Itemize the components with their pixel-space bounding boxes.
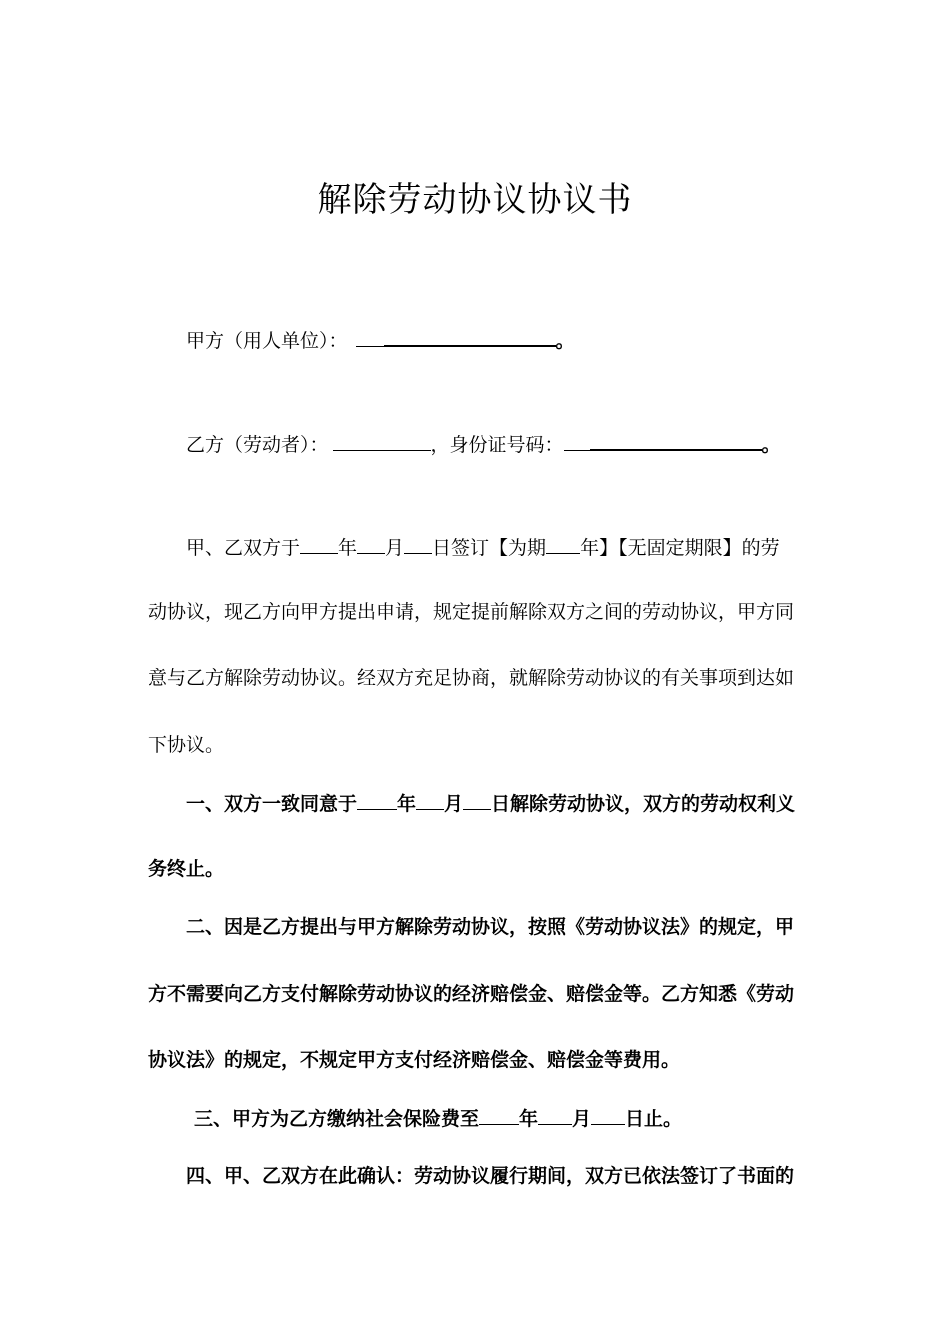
intro-month-blank — [357, 535, 385, 554]
clause-1-year-blank — [357, 791, 397, 810]
intro-line-4: 下协议。 — [148, 734, 225, 756]
party-b-name-blank — [333, 432, 431, 451]
clause-1-line-1: 一、双方一致同意于 年 月 日解除劳动协议，双方的劳动权利义 — [186, 793, 796, 815]
party-a-name-blank — [384, 327, 556, 347]
party-b-id-label: ，身份证号码： — [430, 434, 564, 456]
party-b-id-blank-short — [564, 432, 590, 451]
party-a-line: 甲方（用人单位）： 。 — [186, 327, 575, 353]
clause-3-month-blank — [538, 1106, 572, 1125]
clause-4-line-1: 四、甲、乙双方在此确认：劳动协议履行期间，双方已依法签订了书面的 — [186, 1165, 795, 1187]
document-title: 解除劳动协议协议书 — [317, 180, 633, 220]
intro-line-2: 动协议，现乙方向甲方提出申请，规定提前解除双方之间的劳动协议，甲方同 — [148, 601, 795, 623]
intro-line-1: 甲、乙双方于 年 月 日签订【为期 年】【无固定期限】的劳 — [186, 537, 780, 559]
clause-1-day-blank — [463, 791, 491, 810]
clause-1-month-blank — [416, 791, 444, 810]
intro-day-blank — [404, 535, 432, 554]
clause-3-day-blank — [591, 1106, 625, 1125]
party-a-blank-short — [356, 328, 384, 347]
intro-year-blank — [300, 535, 338, 554]
party-b-id-blank — [590, 431, 762, 451]
clause-2-line-1: 二、因是乙方提出与甲方解除劳动协议，按照《劳动协议法》的规定，甲 — [186, 916, 795, 938]
clause-2-line-3: 协议法》的规定，不规定甲方支付经济赔偿金、赔偿金等费用。 — [148, 1049, 681, 1071]
clause-1-line-2: 务终止。 — [148, 858, 225, 880]
clause-2-line-2: 方不需要向乙方支付解除劳动协议的经济赔偿金、赔偿金等。乙方知悉《劳动 — [148, 983, 795, 1005]
clause-3-line: 三、甲方为乙方缴纳社会保险费至 年 月 日止。 — [194, 1108, 683, 1130]
party-b-line: 乙方（劳动者）： ，身份证号码： 。 — [186, 431, 781, 457]
intro-term-blank — [546, 535, 580, 554]
intro-line-3: 意与乙方解除劳动协议。经双方充足协商，就解除劳动协议的有关事项到达如 — [148, 667, 795, 689]
party-b-label: 乙方（劳动者）： — [186, 434, 329, 456]
clause-3-year-blank — [479, 1106, 519, 1125]
party-a-label: 甲方（用人单位）： — [186, 330, 348, 352]
